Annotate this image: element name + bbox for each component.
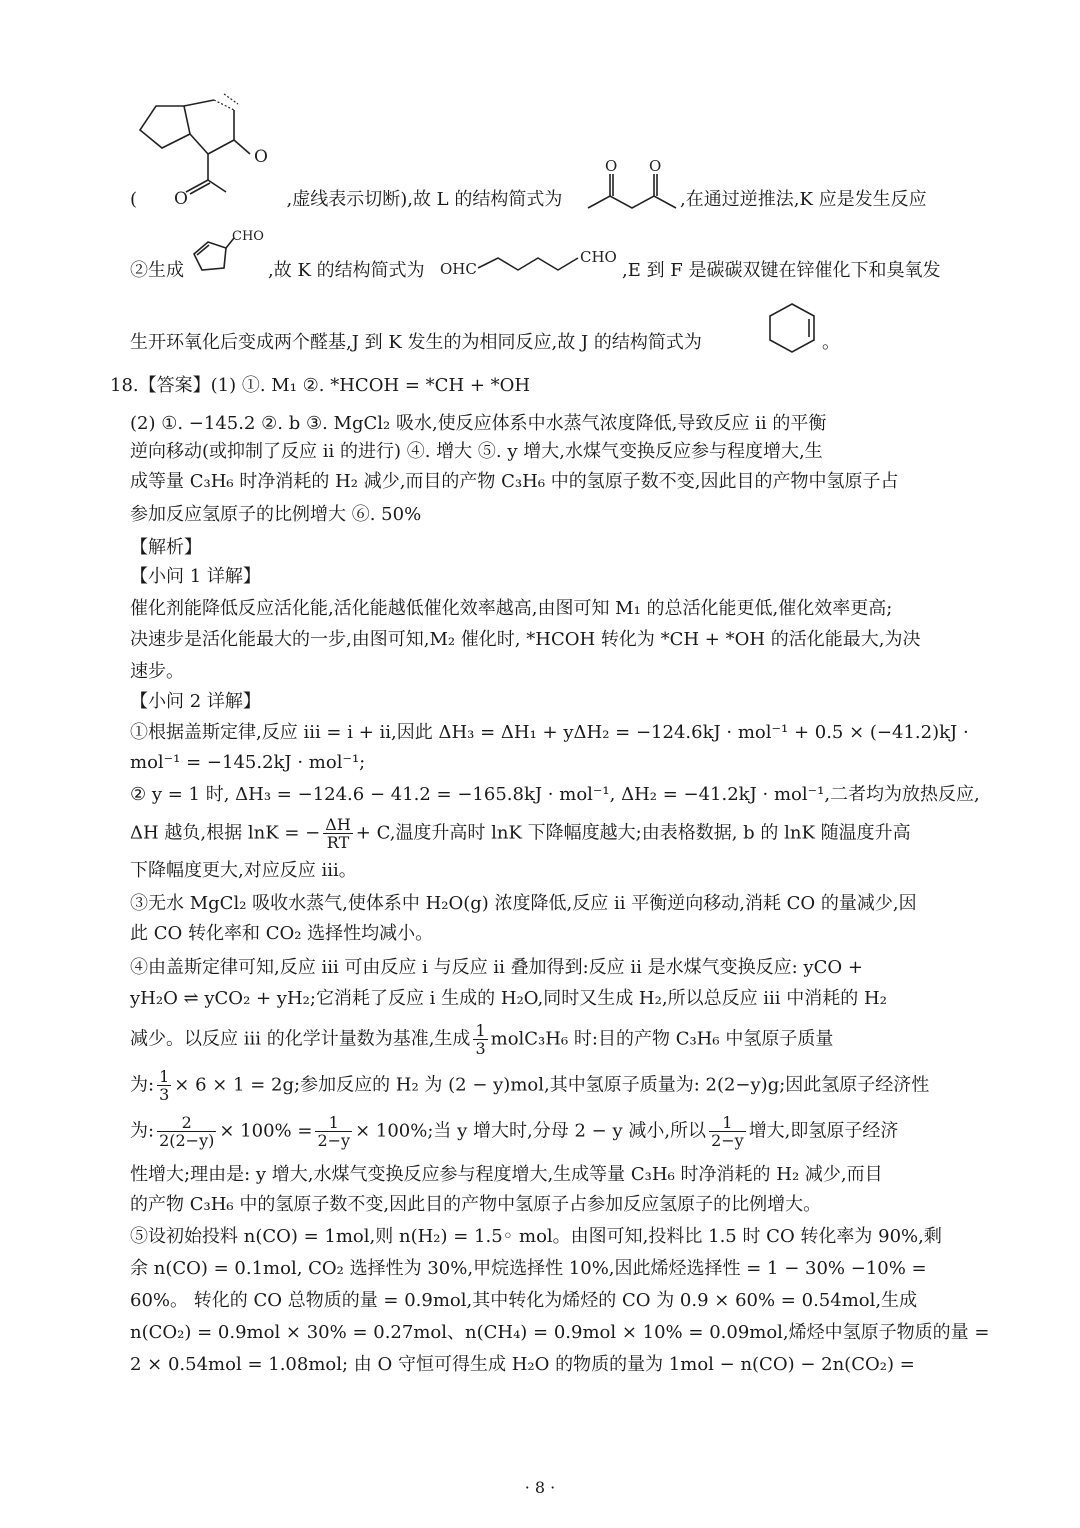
- page-number: · 8 ·: [524, 1478, 556, 1497]
- cho-label: CHO: [232, 229, 264, 244]
- answer-line: 成等量 C₃H₆ 时净消耗的 H₂ 减少,而目的产物 C₃H₆ 中的氢原子数不变,因此目的产物中氢原子占: [130, 471, 899, 492]
- fraction: [323, 816, 353, 851]
- cut-bond-dashed: [224, 94, 238, 104]
- text-span: ,故 K 的结构简式为: [268, 260, 425, 281]
- text-span: + C,温度升高时 lnK 下降幅度越大;由表格数据, b 的 lnK 随温度升高: [355, 822, 911, 844]
- bond: [234, 140, 250, 154]
- paragraph-line: 性增大;理由是: y 增大,水煤气变换反应参与程度增大,生成等量 C₃H₆ 时净消耗的 H₂ 减少,而目: [130, 1164, 883, 1185]
- bond: [190, 134, 208, 154]
- fraction: [157, 1114, 216, 1149]
- section-heading: 【小问 1 详解】: [130, 566, 261, 587]
- answer-line: (2) ①. −145.2 ②. b ③. MgCl₂ 吸水,使反应体系中水蒸气浓度降低,导致反应 ii 的平衡: [130, 413, 827, 434]
- paragraph-line: 决速步是活化能最大的一步,由图可知,M₂ 催化时, *HCOH 转化为 *CH + *OH 的活化能最大,为决: [130, 629, 921, 650]
- hexanedial-structure: [440, 246, 622, 282]
- fraction-denominator: 3: [159, 1085, 170, 1104]
- text-span: × 100%;当 y 增大时,分母 2 − y 减小,所以: [355, 1120, 707, 1142]
- ohc-label: OHC: [440, 260, 477, 278]
- text-span: ,虚线表示切断),故 L 的结构简式为: [286, 189, 563, 210]
- paragraph-line: [130, 1068, 990, 1103]
- diketone-structure: [586, 156, 678, 212]
- fraction-denominator: 2−y: [711, 1131, 744, 1150]
- cut-bond-dashed: [214, 100, 234, 110]
- text-line: [822, 330, 852, 356]
- paragraph-line: 60%。 转化的 CO 总物质的量 = 0.9mol,其中转化为烯烃的 CO 为 0.9 × 60% = 0.54mol,生成: [130, 1290, 918, 1311]
- paragraph-line: [130, 816, 990, 851]
- fraction-denominator: 2−y: [317, 1131, 351, 1150]
- paragraph-line: 2 × 0.54mol = 1.08mol; 由 O 守恒可得生成 H₂O 的物质的量为 1mol − n(CO) − 2n(CO₂) =: [130, 1354, 915, 1375]
- paragraph-line: ①根据盖斯定律,反应 iii = i + ii,因此 ΔH₃ = ΔH₁ + yΔH₂ = −124.6kJ · mol⁻¹ + 0.5 × (−41.2)kJ ·: [130, 722, 969, 743]
- text-span: 增大,即氢原子经济: [748, 1120, 899, 1142]
- text-span: (: [130, 189, 138, 210]
- fraction-numerator: 1: [159, 1067, 170, 1086]
- cyclopentane-ring: [140, 106, 190, 148]
- fraction-numerator: 1: [475, 1021, 486, 1040]
- text-span: 为:: [130, 1074, 155, 1096]
- diketone-o1-label: O: [605, 157, 618, 175]
- ketone-o-label: O: [254, 147, 268, 167]
- text-line: [268, 258, 448, 284]
- text-span: molC₃H₆ 时:目的产物 C₃H₆ 中氢原子质量: [490, 1028, 834, 1050]
- answer-line: 18.【答案】(1) ①. M₁ ②. *HCOH = *CH + *OH: [110, 375, 531, 396]
- text-span: ,E 到 F 是碳碳双键在锌催化下和臭氧发: [622, 260, 941, 281]
- paragraph-line: 的产物 C₃H₆ 中的氢原子数不变,因此目的产物中氢原子占参加反应氢原子的比例增大。: [130, 1194, 822, 1215]
- paragraph-line: ③无水 MgCl₂ 吸收水蒸气,使体系中 H₂O(g) 浓度降低,反应 ii 平衡逆向移动,消耗 CO 的量减少,因: [130, 893, 917, 914]
- fraction-denominator: RT: [326, 833, 350, 852]
- fraction-numerator: 2: [157, 1114, 216, 1132]
- bond: [208, 140, 234, 154]
- text-line: [680, 187, 980, 213]
- section-heading: 【解析】: [130, 537, 202, 558]
- text-span: ,在通过逆推法,K 应是发生反应: [680, 189, 927, 210]
- paragraph-line: [130, 1114, 990, 1149]
- cyclohexene-structure: [764, 300, 822, 356]
- text-span: 为:: [130, 1120, 155, 1142]
- fraction-denominator: 3: [475, 1039, 486, 1058]
- paragraph-line: ② y = 1 时, ΔH₃ = −124.6 − 41.2 = −165.8kJ · mol⁻¹, ΔH₂ = −41.2kJ · mol⁻¹,二者均为放热反应,: [130, 784, 980, 805]
- text-span: × 6 × 1 = 2g;参加反应的 H₂ 为 (2 − y)mol,其中氢原子质量为: 2(2−y)g;因此氢原子经济性: [174, 1074, 930, 1096]
- text-span: 减少。以反应 iii 的化学计量数为基准,生成: [130, 1028, 471, 1050]
- paragraph-line: 下降幅度更大,对应反应 iii。: [130, 860, 357, 881]
- fraction: [709, 1114, 746, 1149]
- fraction: [157, 1068, 171, 1103]
- text-span: ΔH 越负,根据 lnK = −: [130, 822, 321, 844]
- diketone-o2-label: O: [649, 157, 662, 175]
- answer-line: 参加反应氢原子的比例增大 ⑥. 50%: [130, 504, 422, 525]
- fraction-numerator: ΔH: [325, 815, 351, 834]
- cyclopentene-carbaldehyde-structure: [188, 228, 266, 276]
- text-span: 。: [822, 332, 840, 353]
- answer-line: 逆向移动(或抑制了反应 ii 的进行) ④. 增大 ⑤. y 增大,水煤气变换反应参与程度增大,生: [130, 441, 823, 462]
- paragraph-line: [130, 1022, 990, 1057]
- paragraph-line: 催化剂能降低反应活化能,活化能越低催化效率越高,由图可知 M₁ 的总活化能更低,催化效率更高;: [130, 598, 893, 619]
- text-span: ②生成: [130, 260, 184, 281]
- fraction-denominator: 2(2−y): [159, 1131, 215, 1150]
- paragraph-line: 余 n(CO) = 0.1mol, CO₂ 选择性为 30%,甲烷选择性 10%,因此烯烃选择性 = 1 − 30% −10% =: [130, 1258, 927, 1279]
- paragraph-line: yH₂O ⇌ yCO₂ + yH₂;它消耗了反应 i 生成的 H₂O,同时又生成 H₂,所以总反应 iii 中消耗的 H₂: [130, 988, 887, 1009]
- text-line: [130, 330, 990, 356]
- fraction: [473, 1022, 487, 1057]
- fraction-numerator: 1: [315, 1114, 352, 1132]
- text-line: [622, 258, 982, 284]
- section-heading: 【小问 2 详解】: [130, 691, 261, 712]
- paragraph-line: mol⁻¹ = −145.2kJ · mol⁻¹;: [130, 752, 366, 773]
- bond: [184, 100, 214, 106]
- paragraph-line: 速步。: [130, 661, 184, 682]
- cho-label: CHO: [580, 248, 617, 266]
- text-span: × 100% =: [219, 1120, 313, 1142]
- paragraph-line: ⑤设初始投料 n(CO) = 1mol,则 n(H₂) = 1.5◦ mol。由图可知,投料比 1.5 时 CO 转化率为 90%,剩: [130, 1226, 942, 1247]
- fraction: [315, 1114, 352, 1149]
- paragraph-line: ④由盖斯定律可知,反应 iii 可由反应 i 与反应 ii 叠加得到:反应 ii 是水煤气变换反应: yCO +: [130, 957, 863, 978]
- paragraph-line: n(CO₂) = 0.9mol × 30% = 0.27mol、n(CH₄) = 0.9mol × 10% = 0.09mol,烯烃中氢原子物质的量 =: [130, 1322, 990, 1343]
- acetyl-o-label: O: [174, 189, 188, 209]
- fraction-numerator: 1: [709, 1114, 746, 1132]
- paragraph-line: 此 CO 转化率和 CO₂ 选择性均减小。: [130, 923, 434, 944]
- text-span: 生开环氧化后变成两个醛基,J 到 K 发生的为相同反应,故 J 的结构简式为: [130, 332, 702, 353]
